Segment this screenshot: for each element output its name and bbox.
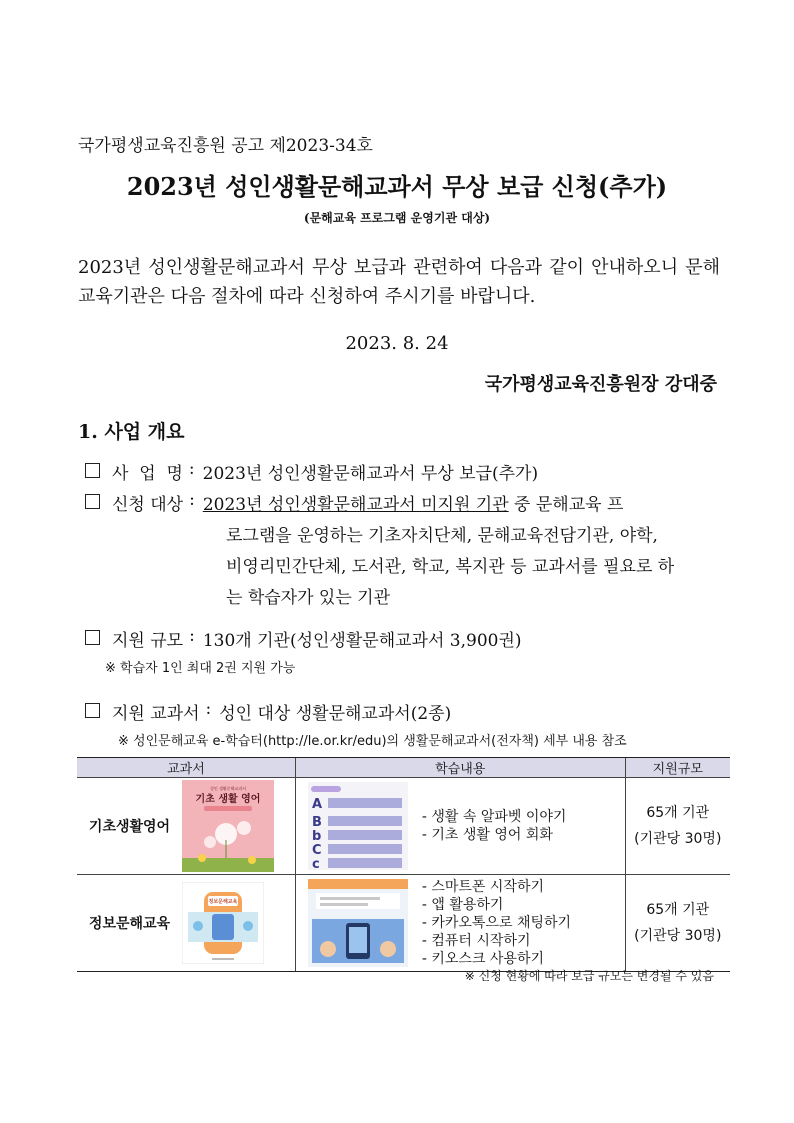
english-cover-title: 기초 생활 영어 bbox=[195, 794, 261, 805]
checkbox-square-icon bbox=[85, 630, 100, 645]
notice-date: 2023. 8. 24 bbox=[345, 333, 449, 354]
page-title: 2023년 성인생활문해교과서 무상 보급 신청(추가) bbox=[126, 172, 668, 201]
svg-text:성인 생활문해교과서: 성인 생활문해교과서 bbox=[209, 786, 247, 791]
target-label: 신청 대상 bbox=[112, 495, 184, 515]
table-footnote: ※ 신청 현황에 따라 보급 규모는 변경될 수 있음 bbox=[464, 969, 714, 983]
signer: 국가평생교육진흥원장 강대중 bbox=[484, 374, 717, 395]
sample-letter: C bbox=[311, 843, 322, 858]
project-name-row: 사 업 명 : 2023년 성인생활문해교과서 무상 보급(추가) bbox=[85, 459, 538, 484]
intro-paragraph: 2023년 성인생활문해교과서 무상 보급과 관련하여 다음과 같이 안내하오니 문해교육기관은 다음 절차에 따라 신청하여 주시기를 바랍니다. bbox=[78, 257, 720, 307]
checkbox-square-icon bbox=[85, 703, 100, 718]
checkbox-square-icon bbox=[85, 494, 100, 509]
textbooks-label: 지원 교과서 bbox=[112, 704, 200, 724]
target-line-4: 는 학습자가 있는 기관 bbox=[226, 588, 391, 608]
info-cover-title: 정보문해교육 bbox=[208, 899, 238, 905]
textbooks-note: ※ 성인문해교육 e-학습터(http://le.or.kr/edu)의 생활문해교과서(전자책) 세부 내용 참조 bbox=[118, 734, 627, 749]
page-subtitle: (문해교육 프로그램 운영기관 대상) bbox=[303, 211, 491, 225]
col-header-content: 학습내용 bbox=[295, 758, 625, 778]
scale-row: 지원 규모 : 130개 기관(성인생활문해교과서 3,900권) bbox=[85, 626, 522, 651]
target-value: 중 문해교육 프 bbox=[508, 495, 624, 515]
notice-number: 국가평생교육진흥원 공고 제2023-34호 bbox=[78, 136, 373, 156]
textbooks-row: 지원 교과서 : 성인 대상 생활문해교과서(2종) bbox=[85, 699, 451, 724]
target-highlight: 2023년 성인생활문해교과서 미지원 기관 bbox=[202, 495, 509, 515]
target-line-2: 로그램을 운영하는 기초자치단체, 문해교육전담기관, 야학, bbox=[226, 526, 658, 546]
project-name-label: 사 업 명 bbox=[112, 464, 183, 484]
textbook-name: 정보문해교육 bbox=[88, 916, 171, 932]
list-item: - 컴퓨터 시작하기 bbox=[422, 932, 571, 950]
sample-letter: B bbox=[311, 815, 322, 830]
scale-note: ※ 학습자 1인 최대 2권 지원 가능 bbox=[105, 661, 296, 676]
sample-letter: A bbox=[311, 797, 322, 812]
learning-list bbox=[408, 878, 571, 968]
support-scale: 65개 기관 (기관당 30명) bbox=[634, 902, 722, 944]
target-line-3: 비영리민간단체, 도서관, 학교, 복지관 등 교과서를 필요로 하 bbox=[226, 557, 675, 577]
sample-letter: b bbox=[311, 829, 322, 844]
section-heading: 1. 사업 개요 bbox=[78, 421, 185, 443]
target-row: 신청 대상 : 2023년 성인생활문해교과서 미지원 기관 중 문해교육 프 bbox=[85, 490, 623, 515]
english-book-cover bbox=[182, 780, 274, 872]
table-row bbox=[77, 778, 730, 875]
alphabet-sample-image bbox=[308, 782, 408, 870]
info-book-cover bbox=[182, 882, 264, 964]
support-scale: 65개 기관 (기관당 30명) bbox=[634, 805, 722, 847]
list-item: - 키오스크 사용하기 bbox=[422, 950, 571, 968]
list-item: - 카카오톡으로 채팅하기 bbox=[422, 914, 571, 932]
checkbox-square-icon bbox=[85, 463, 100, 478]
scale-label: 지원 규모 bbox=[112, 631, 184, 651]
list-item: - 앱 활용하기 bbox=[422, 896, 571, 914]
table-header-row bbox=[77, 758, 730, 778]
learning-list bbox=[408, 808, 567, 844]
col-header-textbook: 교과서 bbox=[77, 758, 295, 778]
textbook-name: 기초생활영어 bbox=[88, 819, 171, 835]
table-row bbox=[77, 875, 730, 972]
project-name-value: 2023년 성인생활문해교과서 무상 보급(추가) bbox=[202, 464, 539, 484]
list-item: - 기초 생활 영어 회화 bbox=[422, 826, 567, 844]
scale-value: 130개 기관(성인생활문해교과서 3,900권) bbox=[202, 631, 522, 651]
list-item: - 생활 속 알파벳 이야기 bbox=[422, 808, 567, 826]
textbook-table bbox=[77, 757, 730, 972]
col-header-support: 지원규모 bbox=[625, 758, 730, 778]
list-item: - 스마트폰 시작하기 bbox=[422, 878, 571, 896]
textbooks-value: 성인 대상 생활문해교과서(2종) bbox=[219, 704, 452, 724]
smartphone-sample-image bbox=[308, 879, 408, 967]
sample-letter: c bbox=[311, 857, 320, 870]
